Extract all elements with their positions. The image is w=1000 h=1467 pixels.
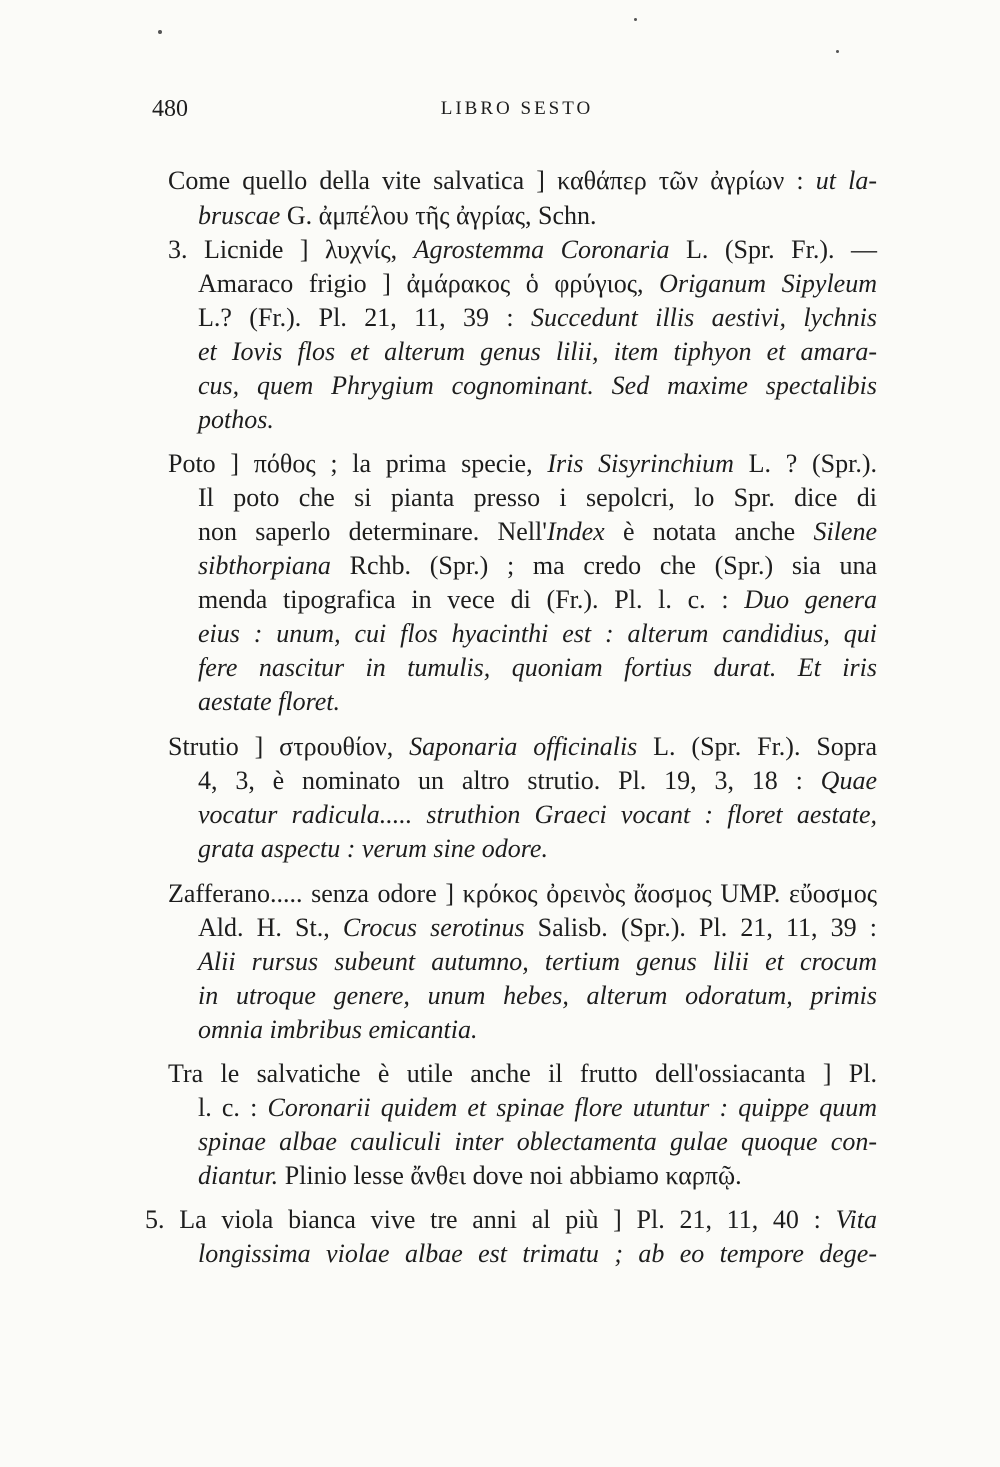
text-line [198, 335, 877, 369]
text-line [198, 832, 548, 866]
text-segment: menda tipografica in vece di (Fr.). Pl. l. c. : [198, 585, 745, 614]
italic-segment: Agrostemma Coronaria [413, 235, 670, 264]
text-line [198, 651, 877, 685]
text-segment: Ald. H. St., [198, 913, 343, 942]
text-line [168, 877, 877, 911]
running-header [152, 96, 882, 126]
text-line [198, 199, 597, 233]
print-speck [836, 50, 839, 53]
text-segment: Il poto che si pianta presso i sepolcri, lo Spr. dice di [198, 483, 877, 512]
text-line [198, 1091, 877, 1125]
text-line [168, 447, 877, 481]
text-line [168, 1057, 877, 1091]
text-line [198, 979, 877, 1013]
text-segment: 5. La viola bianca vive tre anni al più ] Pl. 21, 11, 40 : [145, 1205, 836, 1234]
text-line [198, 481, 877, 515]
text-line [198, 911, 877, 945]
print-speck [634, 18, 637, 21]
italic-segment: eius : unum, cui flos hyacinthi est : alterum candidius, qui [198, 619, 877, 648]
text-line [168, 233, 877, 267]
text-segment: Rchb. (Spr.) ; ma credo che (Spr.) sia una [330, 551, 877, 580]
text-segment: L. (Spr. Fr.). — [669, 235, 877, 264]
text-segment: L. ? (Spr.). [733, 449, 877, 478]
italic-segment: Silene [813, 517, 877, 546]
text-segment: 3. Licnide ] λυχνίς, [168, 235, 414, 264]
italic-segment: cus, quem Phrygium cognominant. Sed maxime spectalibis [198, 371, 877, 400]
text-segment: L. (Spr. Fr.). Sopra [637, 732, 877, 761]
text-line [198, 1125, 877, 1159]
text-segment: Zafferano..... senza odore ] κρόκος ὀρεινὸς ἄοσμος UMP. εὔοσμος [168, 879, 877, 908]
text-segment: Tra le salvatiche è utile anche il frutto dell'ossiacanta ] Pl. [168, 1059, 877, 1088]
italic-segment: Iris Sisyrinchium [547, 449, 734, 478]
italic-segment: grata aspectu : verum sine odore. [198, 834, 548, 863]
text-line [198, 583, 877, 617]
italic-segment: fere nascitur in tumulis, quoniam fortius durat. Et iris [198, 653, 877, 682]
text-line [198, 685, 340, 719]
italic-segment: in utroque genere, unum hebes, alterum odoratum, primis [198, 981, 877, 1010]
text-segment: Strutio ] στρουθίον, [168, 732, 410, 761]
text-segment: Plinio lesse ἄνθει dove noi abbiamo καρπῷ. [278, 1161, 742, 1190]
text-line [198, 945, 877, 979]
text-line [198, 1159, 742, 1193]
text-line [198, 798, 877, 832]
text-line [198, 369, 877, 403]
italic-segment: Saponaria officinalis [409, 732, 638, 761]
italic-segment: longissima violae albae est trimatu ; ab eo tempore dege- [198, 1239, 877, 1268]
text-segment: Amaraco frigio ] ἀμάρακος ὁ φρύγιος, [198, 269, 660, 298]
text-segment: l. c. : [198, 1093, 268, 1122]
text-segment: Poto ] πόθος ; la prima specie, [168, 449, 548, 478]
italic-segment: spinae albae cauliculi inter oblectamenta gulae quoque con- [198, 1127, 877, 1156]
running-title: LIBRO SESTO [440, 98, 594, 119]
text-line [198, 1237, 877, 1271]
text-line [168, 730, 877, 764]
italic-segment: Crocus serotinus [342, 913, 525, 942]
italic-segment: sibthorpiana [198, 551, 331, 580]
text-segment: Come quello della vite salvatica ] καθάπερ τῶν ἀγρίων : [168, 166, 816, 195]
text-line [198, 1013, 478, 1047]
italic-segment: Duo genera [744, 585, 877, 614]
text-segment: Salisb. (Spr.). Pl. 21, 11, 39 : [524, 913, 877, 942]
italic-segment: pothos. [198, 405, 274, 434]
italic-segment: Index [546, 517, 605, 546]
text-line [198, 764, 877, 798]
page-number: 480 [152, 96, 188, 122]
italic-segment: Quae [820, 766, 877, 795]
italic-segment: aestate floret. [198, 687, 341, 716]
italic-segment: ut la- [815, 166, 877, 195]
text-line [198, 549, 877, 583]
italic-segment: Alii rursus subeunt autumno, tertium genus lilii et crocum [198, 947, 877, 976]
text-segment: non saperlo determinare. Nell' [198, 517, 547, 546]
text-segment: G. ἀμπέλου τῆς ἀγρίας, Schn. [280, 201, 597, 230]
text-line [145, 1203, 877, 1237]
text-line [168, 164, 877, 198]
italic-segment: omnia imbribus emicantia. [198, 1015, 478, 1044]
text-segment: L.? (Fr.). Pl. 21, 11, 39 : [198, 303, 531, 332]
print-speck [158, 30, 162, 34]
italic-segment: diantur. [198, 1161, 279, 1190]
italic-segment: bruscae [198, 201, 281, 230]
italic-segment: Vita [835, 1205, 877, 1234]
text-line [198, 403, 274, 437]
italic-segment: Origanum Sipyleum [659, 269, 877, 298]
text-segment: è notata anche [604, 517, 814, 546]
text-line [198, 267, 877, 301]
italic-segment: vocatur radicula..... struthion Graeci vocant : floret aestate, [198, 800, 877, 829]
italic-segment: et Iovis flos et alterum genus lilii, item tiphyon et amara- [198, 337, 877, 366]
text-line [198, 617, 877, 651]
italic-segment: Succedunt illis aestivi, lychnis [531, 303, 877, 332]
italic-segment: Coronarii quidem et spinae flore utuntur : quippe quum [267, 1093, 877, 1122]
text-line [198, 515, 877, 549]
text-segment: 4, 3, è nominato un altro strutio. Pl. 19, 3, 18 : [198, 766, 821, 795]
text-line [198, 301, 877, 335]
